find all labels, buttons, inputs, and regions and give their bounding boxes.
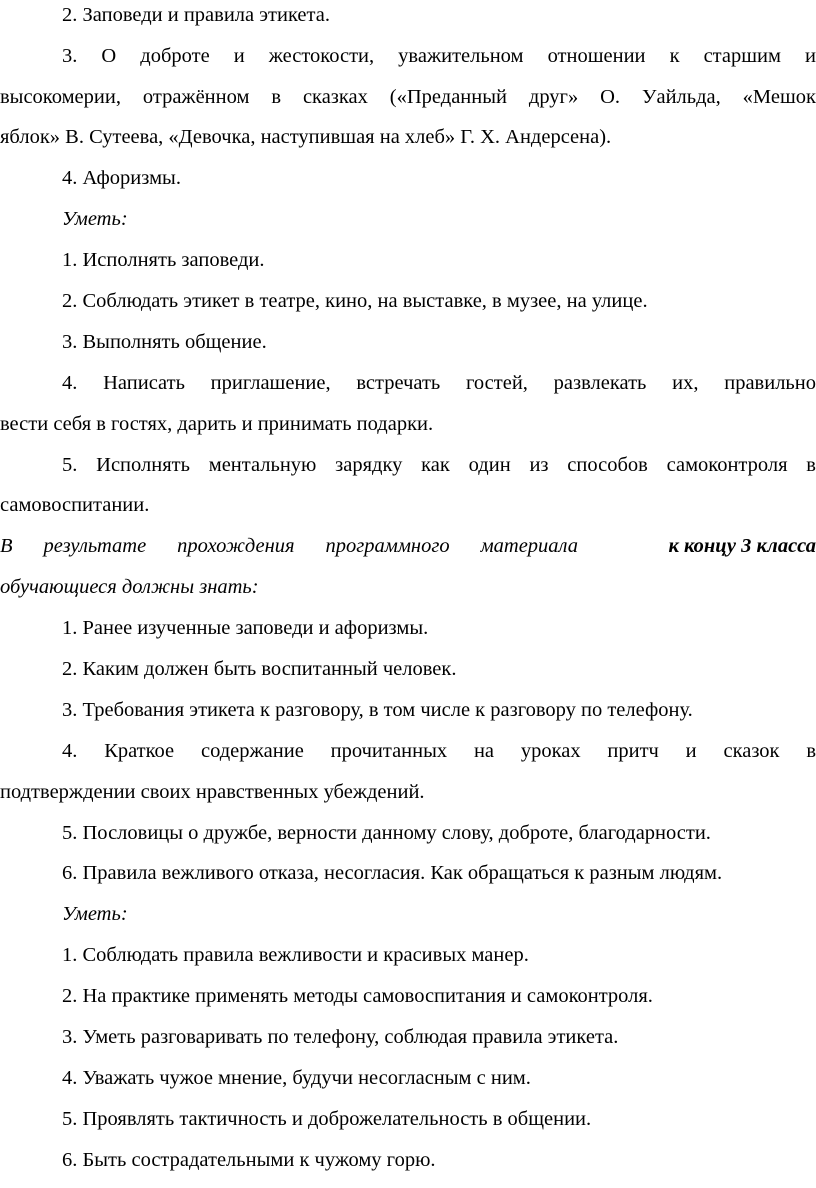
- section-heading: Уметь:: [62, 208, 128, 230]
- list-item: 1. Исполнять заповеди.: [62, 249, 265, 271]
- paragraph-line: 2. Заповеди и правила этикета.: [62, 4, 330, 26]
- list-item: 5. Проявлять тактичность и доброжелательность в общении.: [62, 1108, 592, 1130]
- list-item: 6. Правила вежливого отказа, несогласия. Как обращаться к разным людям.: [62, 862, 723, 884]
- section-intro-continued: обучающиеся должны знать:: [0, 576, 259, 598]
- list-item: 1. Ранее изученные заповеди и афоризмы.: [62, 617, 429, 639]
- paragraph-line: яблок» В. Сутеева, «Девочка, наступившая на хлеб» Г. Х. Андерсена).: [0, 126, 612, 148]
- section-intro: [0, 533, 816, 559]
- paragraph-line: 4. Афоризмы.: [62, 167, 181, 189]
- list-item: 6. Быть сострадательными к чужому горю.: [62, 1149, 436, 1171]
- list-item: 5. Исполнять ментальную зарядку как один из способов самоконтроля в: [62, 454, 816, 476]
- list-item: 4. Уважать чужое мнение, будучи несогласным с ним.: [62, 1067, 531, 1089]
- list-item-continued: вести себя в гостях, дарить и принимать подарки.: [0, 413, 434, 435]
- list-item: 4. Написать приглашение, встречать гостей, развлекать их, правильно: [62, 372, 816, 394]
- list-item: 1. Соблюдать правила вежливости и красивых манер.: [62, 944, 529, 966]
- list-item: 3. Требования этикета к разговору, в том числе к разговору по телефону.: [62, 699, 693, 721]
- section-heading: Уметь:: [62, 903, 128, 925]
- list-item-continued: подтверждении своих нравственных убеждений.: [0, 781, 425, 803]
- list-item: 2. Каким должен быть воспитанный человек.: [62, 658, 457, 680]
- section-intro-text: В результате прохождения программного материала: [0, 535, 578, 557]
- paragraph-line: 3. О доброте и жестокости, уважительном отношении к старшим и: [62, 45, 816, 67]
- list-item: 3. Уметь разговаривать по телефону, соблюдая правила этикета.: [62, 1026, 619, 1048]
- list-item: 2. Соблюдать этикет в театре, кино, на выставке, в музее, на улице.: [62, 290, 648, 312]
- list-item: 3. Выполнять общение.: [62, 331, 267, 353]
- list-item: 5. Пословицы о дружбе, верности данному слову, доброте, благодарности.: [62, 822, 711, 844]
- paragraph-line: высокомерии, отражённом в сказках («Преданный друг» О. Уайльда, «Мешок: [0, 86, 816, 108]
- section-intro-emphasis: к концу 3 класса: [668, 535, 816, 557]
- list-item-continued: самовоспитании.: [0, 494, 150, 516]
- list-item: 2. На практике применять методы самовоспитания и самоконтроля.: [62, 985, 653, 1007]
- list-item: 4. Краткое содержание прочитанных на уроках притч и сказок в: [62, 740, 816, 762]
